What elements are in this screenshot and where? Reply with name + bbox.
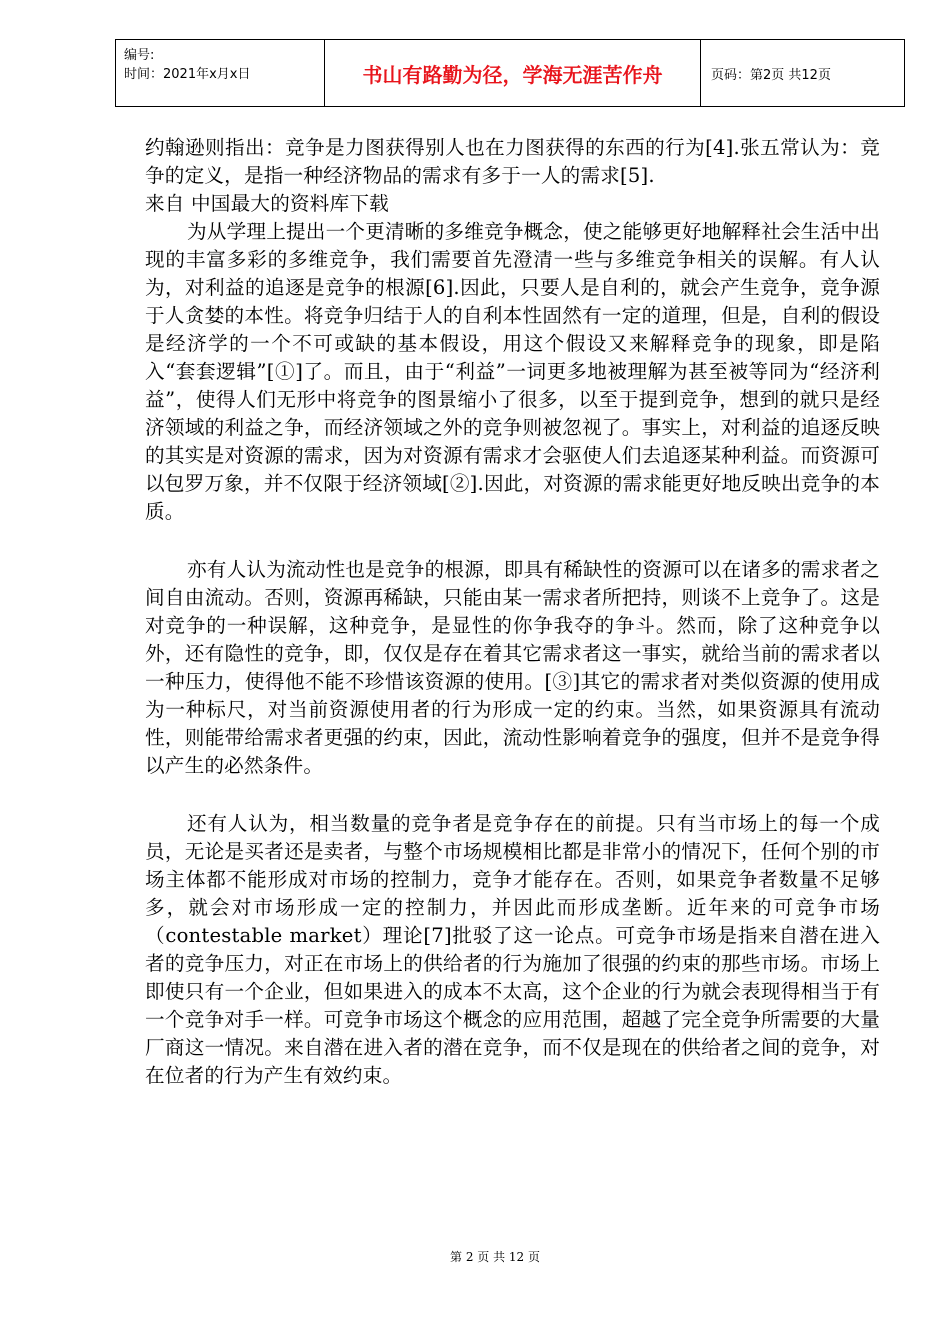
paragraph-gap [145,526,880,556]
page-footer [0,1248,950,1265]
time-label: 时间：2021年x月x日 [124,67,251,82]
document-body [145,134,880,1090]
serial-label: 编号: [124,48,155,63]
motto-text: 书山有路勤为径，学海无涯苦作舟 [362,62,663,87]
paragraph-3: 亦有人认为流动性也是竞争的根源，即具有稀缺性的资源可以在诸多的需求者之间自由流动。否则，资源再稀缺，只能由某一需求者所把持，则谈不上竞争了。这是对竞争的一种误解，这种竞争，是显性的你争我夺的争斗。然而，除了这种竞争以外，还有隐性的竞争，即，仅仅是存在着其它需求者这一事实，就给当前的需求者以一种压力，使得他不能不珍惜该资源的使用。[③]其它的需求者对类似资源的使用成为一种标尺，对当前资源使用者的行为形成一定的约束。当然，如果资源具有流动性，则能带给需求者更强的约束，因此，流动性影响着竞争的强度，但并不是竞争得以产生的必然条件。 [145,558,880,777]
paragraph-1: 约翰逊则指出：竞争是力图获得别人也在力图获得的东西的行为[4].张五常认为：竞争的定义，是指一种经济物品的需求有多于一人的需求[5]. [145,136,880,187]
page-info-cell [701,40,905,107]
paragraph-source: 来自 中国最大的资料库下载 [145,192,389,215]
paragraph-2: 为从学理上提出一个更清晰的多维竞争概念，使之能够更好地解释社会生活中出现的丰富多彩的多维竞争，我们需要首先澄清一些与多维竞争相关的误解。有人认为，对利益的追逐是竞争的根源[6].因此，只要人是自利的，就会产生竞争，竞争源于人贪婪的本性。将竞争归结于人的自利本性固然有一定的道理，但是，自利的假设是经济学的一个不可或缺的基本假设，用这个假设又来解释竞争的现象，即是陷入“套套逻辑”[①]了。而且，由于“利益”一词更多地被理解为甚至被等同为“经济利益”，使得人们无形中将竞争的图景缩小了很多，以至于提到竞争，想到的就只是经济领域的利益之争，而经济领域之外的竞争则被忽视了。事实上，对利益的追逐反映的其实是对资源的需求，因为对资源有需求才会驱使人们去追逐某种利益。而资源可以包罗万象，并不仅限于经济领域[②].因此，对资源的需求能更好地反映出竞争的本质。 [145,220,880,523]
footer-page-number: 第 2 页 共 12 页 [450,1250,540,1264]
motto-cell [325,40,701,107]
header-table [115,39,905,107]
page-info-text: 页码：第2页 共12页 [711,67,831,83]
paragraph-4: 还有人认为，相当数量的竞争者是竞争存在的前提。只有当市场上的每一个成员，无论是买者还是卖者，与整个市场规模相比都是非常小的情况下，任何个别的市场主体都不能形成对市场的控制力，竞争才能存在。否则，如果竞争者数量不足够多，就会对市场形成一定的控制力，并因此而形成垄断。近年来的可竞争市场（contestable market）理论[7]批驳了这一论点。可竞争市场是指来自潜在进入者的竞争压力，对正在市场上的供给者的行为施加了很强的约束的那些市场。市场上即使只有一个企业，但如果进入的成本不太高，这个企业的行为就会表现得相当于有一个竞争对手一样。可竞争市场这个概念的应用范围，超越了完全竞争所需要的大量厂商这一情况。来自潜在进入者的潜在竞争，而不仅是现在的供给者之间的竞争，对在位者的行为产生有效约束。 [145,812,880,1087]
header-meta-cell [116,40,325,107]
paragraph-gap [145,780,880,810]
